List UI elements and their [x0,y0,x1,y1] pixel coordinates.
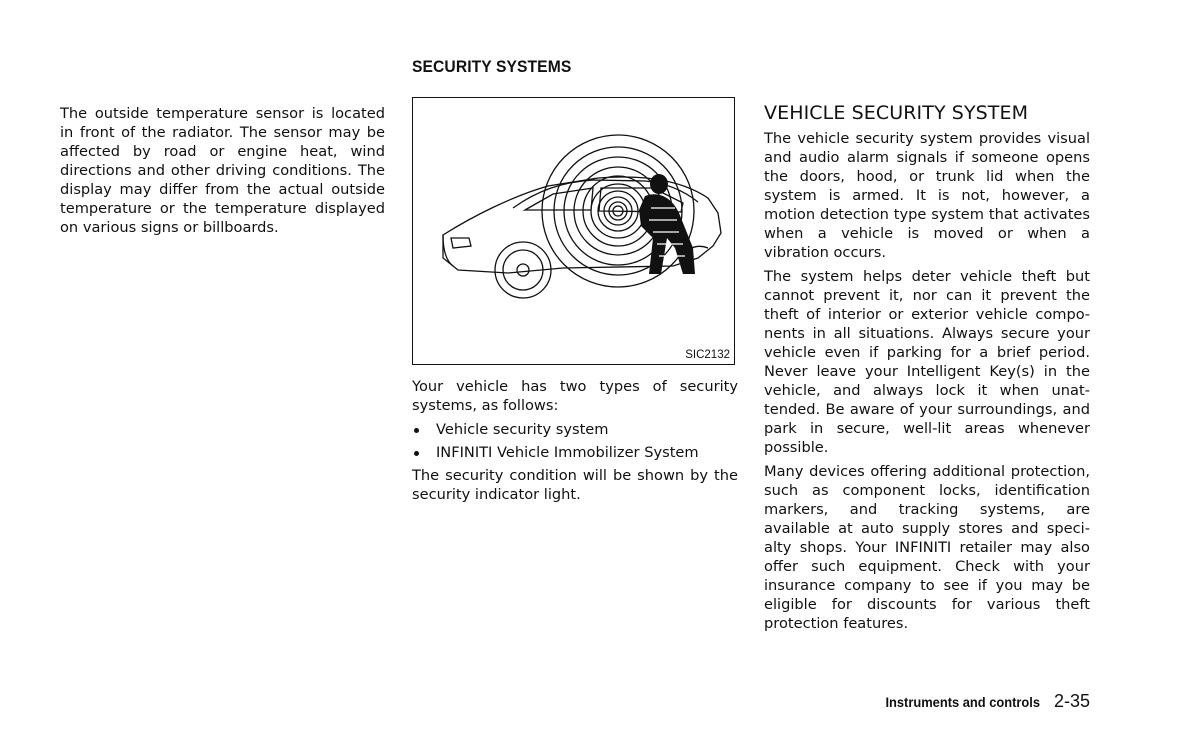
security-figure [412,97,735,365]
security-description-paragraph: The vehicle security system provides visual and audio alarm signals if someone opens the doors, hood, or trunk lid when the system is armed. It is not, however, a motion detection type system that activates when a vehicle is moved or when a vibration occurs. [764,130,1090,261]
theft-deterrence-paragraph: The system helps deter vehicle theft but cannot prevent it, nor can it prevent the theft of interior or exterior vehicle components in all situations. Always secure your vehicle even if parking for a brief period. Never leave your Intelligent Key(s) in the vehicle, and always lock it when unattended. Be aware of your surroundings, and park in secure, well-lit areas whenever possible. [764,268,1090,456]
temperature-sensor-paragraph: The outside temperature sensor is located in front of the radiator. The sensor may be affected by road or engine heat, wind directions and other driving conditions. The display may differ from the actual outside temperature or the temperature displayed on various signs or billboards. [60,105,385,236]
middle-column [412,377,738,509]
additional-protection-paragraph: Many devices offering additional protection, such as component locks, identification markers, and tracking systems, are available at auto supply stores and specialty shops. Your INFINITI retailer may also offer such equipment. Check with your insurance company to see if you may be eligible for discounts for various theft protection features. [764,463,1090,632]
list-item: Vehicle security system [412,420,738,439]
left-column [60,104,385,242]
security-types-list [412,420,738,462]
list-item: INFINITI Vehicle Immobilizer System [412,443,738,462]
right-column [764,104,1090,638]
figure-code: SIC2132 [685,349,730,361]
page-footer [872,691,1090,712]
footer-chapter: Instruments and controls [885,694,1040,710]
section-title: SECURITY SYSTEMS [412,57,572,76]
car-with-motion-waves-illustration [413,98,736,366]
security-indicator-paragraph: The security condition will be shown by the security indicator light. [412,467,738,503]
page-number: 2-35 [1053,691,1090,711]
vehicle-security-heading: VEHICLE SECURITY SYSTEM [764,102,1029,124]
security-types-intro: Your vehicle has two types of security systems, as follows: [412,378,738,414]
